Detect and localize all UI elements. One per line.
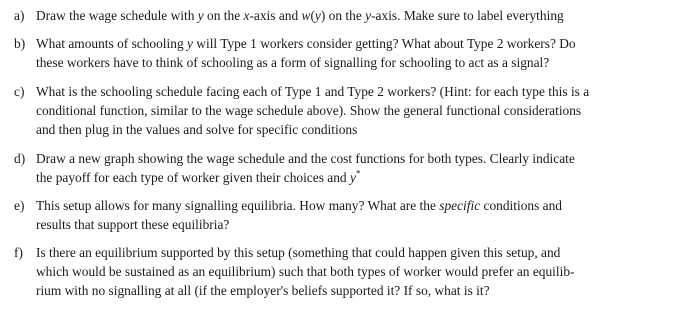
question-label: f) <box>14 245 23 260</box>
question-line <box>36 243 652 262</box>
text-segment: on the <box>203 8 244 23</box>
text-segment: y <box>314 8 321 23</box>
question-f <box>12 243 652 300</box>
text-segment: results that support these equilibria? <box>36 217 230 232</box>
question-label: c) <box>14 84 25 99</box>
question-line <box>36 120 652 139</box>
text-segment: w <box>301 8 311 23</box>
text-segment: the payoff for each type of worker given their choices and <box>36 170 350 185</box>
text-segment: -axis. Make sure to label everything <box>371 8 564 23</box>
question-e <box>12 196 652 234</box>
text-segment: y <box>197 8 204 23</box>
text-segment: and then plug in the values and solve for specific conditions <box>36 122 358 137</box>
text-segment: y <box>187 36 193 51</box>
question-line <box>36 196 652 215</box>
question-text <box>36 82 652 139</box>
question-label: d) <box>14 151 26 166</box>
question-a <box>12 6 652 25</box>
question-line <box>36 168 652 187</box>
text-segment: conditions and <box>480 198 562 213</box>
question-label: b) <box>14 36 26 51</box>
text-segment: x <box>243 8 250 23</box>
text-segment: -axis and <box>249 8 302 23</box>
question-line <box>36 34 652 53</box>
question-line <box>36 262 652 281</box>
question-line <box>36 53 652 72</box>
question-b <box>12 34 652 72</box>
text-segment: specific <box>439 198 481 213</box>
text-segment: which would be sustained as an equilibrium) such that both types of worker would prefer an equilib- <box>36 264 575 279</box>
text-segment: Is there an equilibrium supported by this setup (something that could happen given this setup, and <box>36 245 561 260</box>
question-text <box>36 6 652 25</box>
text-segment: y <box>365 8 372 23</box>
question-text <box>36 34 652 72</box>
text-segment: What amounts of schooling <box>36 36 187 51</box>
question-line <box>36 281 652 300</box>
text-segment: This setup allows for many signalling equilibria. How many? What are the <box>36 198 440 213</box>
question-line <box>36 6 652 25</box>
question-line <box>36 101 652 120</box>
text-segment: conditional function, similar to the wage schedule above). Show the general functional considerations <box>36 103 582 118</box>
question-text <box>36 196 652 234</box>
question-line <box>36 215 652 234</box>
text-segment: ) on the <box>320 8 366 23</box>
text-segment: * <box>355 168 361 179</box>
question-c <box>12 82 652 139</box>
text-segment: these workers have to think of schooling as a form of signalling for schooling to act as a signal? <box>36 55 550 70</box>
question-line <box>36 149 652 168</box>
text-segment: ( <box>310 8 315 23</box>
question-d <box>12 149 652 187</box>
question-text <box>36 149 652 187</box>
question-label: e) <box>14 198 25 213</box>
text-segment: y <box>349 170 356 185</box>
question-label: a) <box>14 8 25 23</box>
question-line <box>36 82 652 101</box>
text-segment: rium with no signalling at all (if the employer's beliefs supported it? If so, what is it? <box>36 283 490 298</box>
question-text <box>36 243 652 300</box>
text-segment: What is the schooling schedule facing each of Type 1 and Type 2 workers? (Hint: for each type this is a <box>36 84 590 99</box>
text-segment: Draw the wage schedule with <box>36 8 198 23</box>
text-segment: Draw a new graph showing the wage schedule and the cost functions for both types. Clearly indicate <box>36 151 575 166</box>
text-segment: will Type 1 workers consider getting? What about Type 2 workers? Do <box>192 36 576 51</box>
